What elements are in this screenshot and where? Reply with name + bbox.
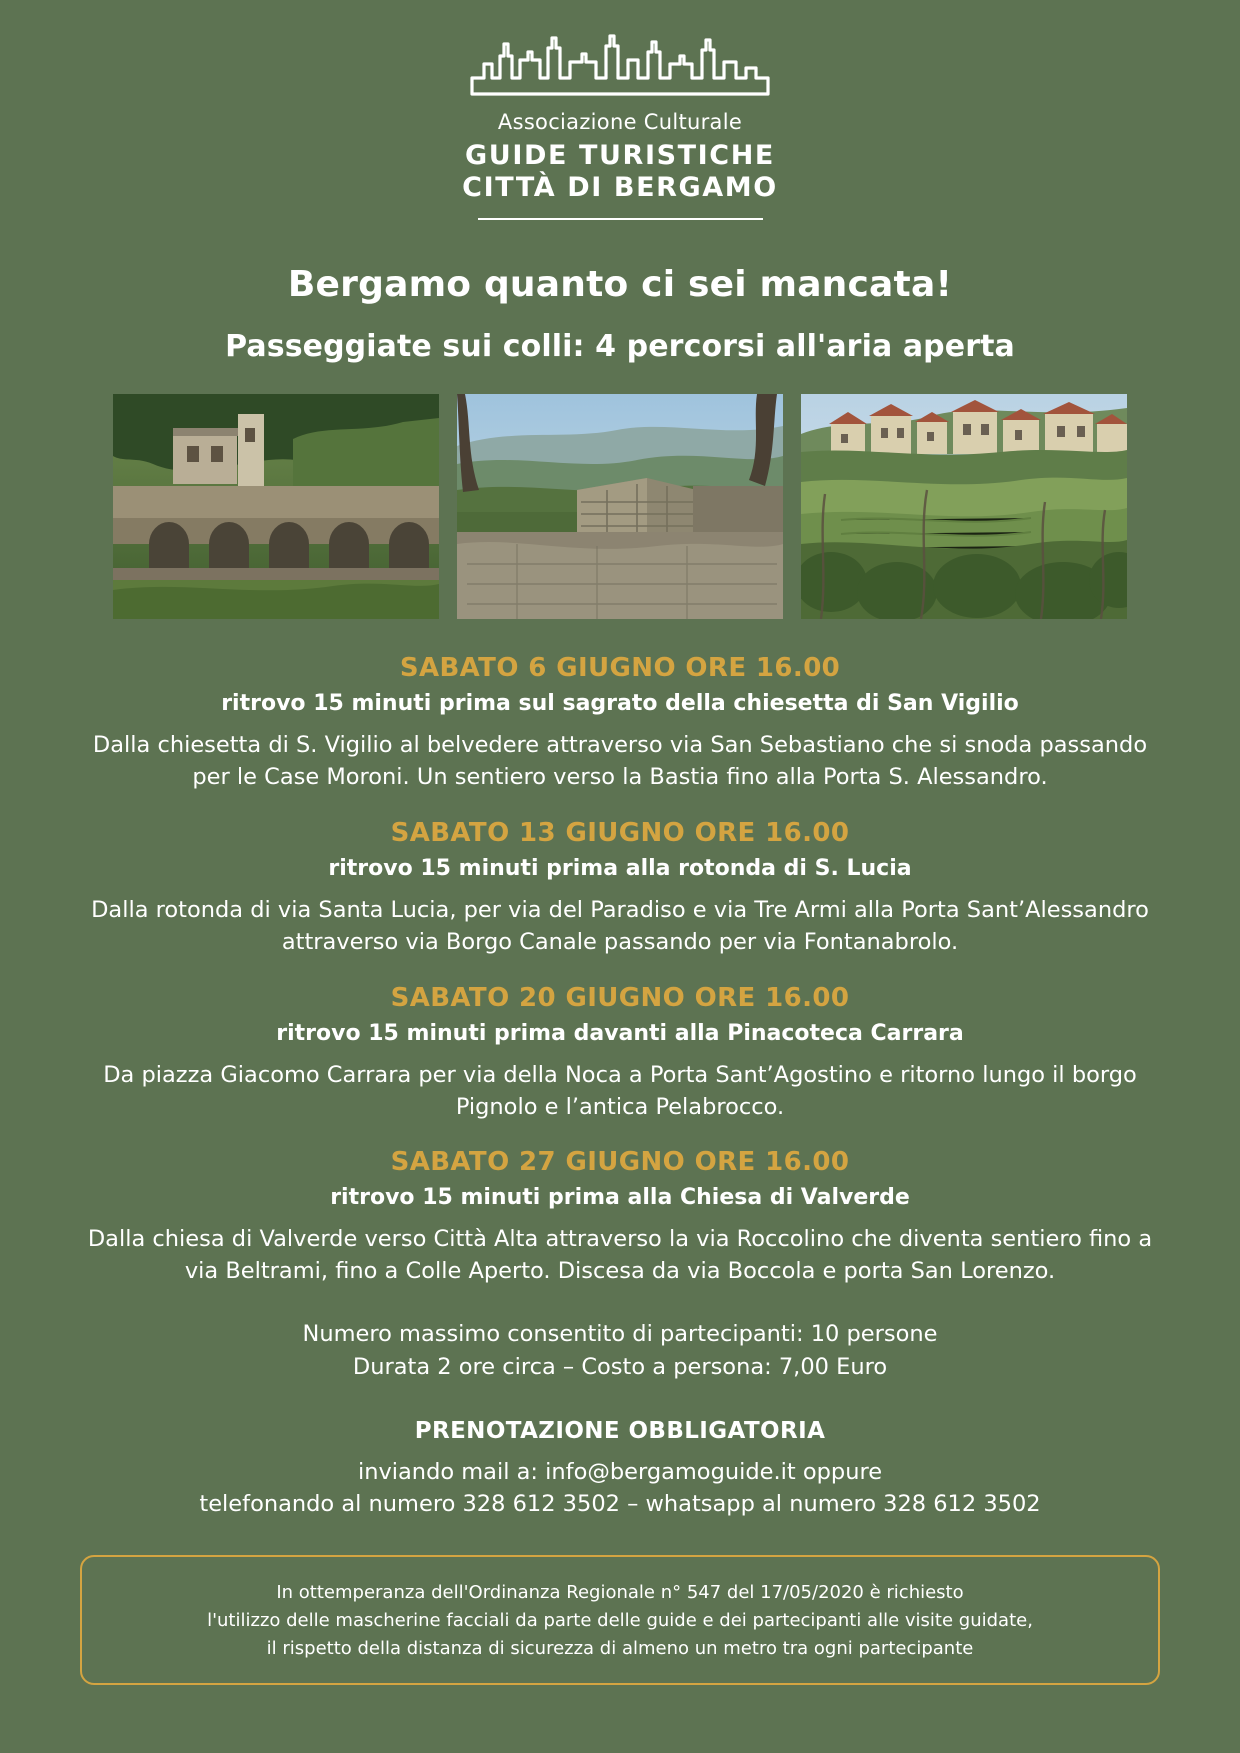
notice-line-1: In ottemperanza dell'Ordinanza Regionale n° 547 del 17/05/2020 è richiesto [276,1581,964,1603]
walk-meeting-point: ritrovo 15 minuti prima davanti alla Pinacoteca Carrara [276,1020,964,1046]
booking-title: PRENOTAZIONE OBBLIGATORIA [414,1417,826,1444]
walk-date: SABATO 6 GIUGNO ORE 16.00 [399,652,841,683]
duration-cost-line: Durata 2 ore circa – Costo a persona: 7,00 Euro [352,1353,888,1380]
walk-meeting-point: ritrovo 15 minuti prima alla rotonda di S. Lucia [328,855,912,881]
participation-info [0,1318,1240,1383]
walk-description: Da piazza Giacomo Carrara per via della Noca a Porta Sant’Agostino e ritorno lungo il borgo Pignolo e l’antica Pelabrocco. [103,1061,1137,1120]
page-title: Bergamo quanto ci sei mancata! [287,263,953,305]
notice-line-3: il rispetto della distanza di sicurezza di almeno un metro tra ogni partecipante [266,1637,974,1659]
booking-email-line[interactable]: inviando mail a: info@bergamoguide.it oppure [357,1458,883,1485]
booking-phone-line[interactable]: telefonando al numero 328 612 3502 – whatsapp al numero 328 612 3502 [199,1491,1041,1518]
max-participants-line: Numero massimo consentito di partecipanti: 10 persone [302,1321,938,1348]
walk-description: Dalla rotonda di via Santa Lucia, per via del Paradiso e via Tre Armi alla Porta Sant’Alessandro attraverso via Borgo Canale passando per via Fontanabrolo. [91,896,1149,955]
walk-item [0,818,1240,959]
booking-contacts [0,1456,1240,1521]
org-line-2: CITTÀ DI BERGAMO [462,171,778,203]
walk-date: SABATO 27 GIUGNO ORE 16.00 [390,1147,850,1178]
walk-description: Dalla chiesa di Valverde verso Città Alta attraverso la via Roccolino che diventa sentiero fino a via Beltrami, fino a Colle Aperto. Discesa da via Boccola e porta San Lorenzo. [87,1226,1153,1285]
notice-line-2: l'utilizzo delle mascherine facciali da parte delle guide e dei partecipanti alle visite guidate, [207,1609,1033,1631]
city-skyline-icon [0,34,1240,100]
covid-notice-box [80,1555,1160,1685]
logo-block [0,34,1240,220]
walk-meeting-point: ritrovo 15 minuti prima sul sagrato della chiesetta di San Vigilio [221,690,1019,716]
walk-date: SABATO 13 GIUGNO ORE 16.00 [390,817,850,848]
walk-description: Dalla chiesetta di S. Vigilio al belvedere attraverso via San Sebastiano che si snoda passando per le Case Moroni. Un sentiero verso la Bastia fino alla Porta S. Alessandro. [92,731,1148,790]
logo-divider [478,218,763,220]
photo-walls-view [457,394,783,619]
org-line-1: GUIDE TURISTICHE [465,140,775,171]
photo-hillside-houses [801,394,1127,619]
page-subtitle: Passeggiate sui colli: 4 percorsi all'aria aperta [225,328,1015,364]
walk-item [0,1147,1240,1288]
walks-list [0,653,1240,1289]
walk-item [0,983,1240,1124]
photo-bastia-bridge [113,394,439,619]
walk-meeting-point: ritrovo 15 minuti prima alla Chiesa di Valverde [330,1185,910,1211]
walk-date: SABATO 20 GIUGNO ORE 16.00 [390,982,850,1013]
walk-item [0,653,1240,794]
association-label: Associazione Culturale [497,110,743,134]
photo-strip [0,394,1240,619]
